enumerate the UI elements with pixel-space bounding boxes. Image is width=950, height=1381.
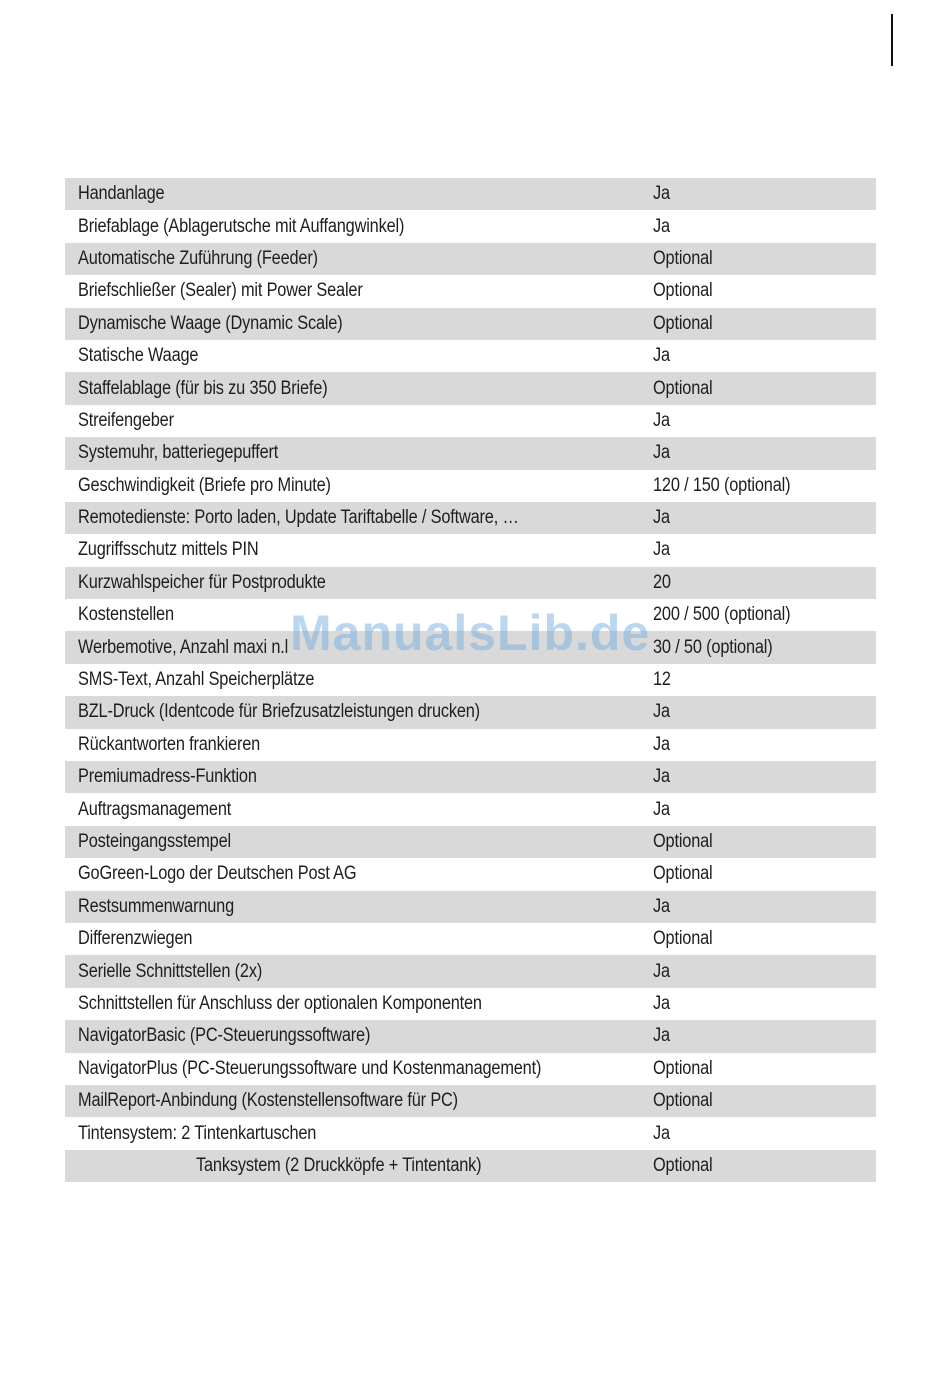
feature-value: Ja bbox=[653, 345, 670, 367]
table-row bbox=[65, 534, 876, 566]
feature-label: Auftragsmanagement bbox=[78, 798, 232, 820]
table-row bbox=[65, 729, 876, 761]
feature-value: 20 bbox=[653, 571, 671, 593]
feature-label: Statische Waage bbox=[78, 345, 199, 367]
feature-label: Werbemotive, Anzahl maxi n.l bbox=[78, 636, 289, 658]
table-row bbox=[65, 761, 876, 793]
feature-value: Ja bbox=[653, 215, 670, 237]
feature-value: Optional bbox=[653, 1090, 713, 1112]
feature-label: Tintensystem: 2 Tintenkartuschen bbox=[78, 1122, 317, 1144]
feature-label: Dynamische Waage (Dynamic Scale) bbox=[78, 312, 343, 334]
feature-label: Tanksystem (2 Druckköpfe + Tintentank) bbox=[196, 1154, 482, 1176]
table-row bbox=[65, 826, 876, 858]
feature-label: MailReport-Anbindung (Kostenstellensoftware für PC) bbox=[78, 1090, 458, 1112]
table-row bbox=[65, 988, 876, 1020]
feature-label: Briefablage (Ablagerutsche mit Auffangwinkel) bbox=[78, 215, 405, 237]
table-row bbox=[65, 210, 876, 242]
feature-value: Ja bbox=[653, 539, 670, 561]
feature-label: Premiumadress-Funktion bbox=[78, 766, 257, 788]
table-row bbox=[65, 891, 876, 923]
feature-table bbox=[65, 178, 876, 1182]
table-row bbox=[65, 372, 876, 404]
feature-value: Ja bbox=[653, 1025, 670, 1047]
feature-value: Ja bbox=[653, 701, 670, 723]
feature-label: Kurzwahlspeicher für Postprodukte bbox=[78, 571, 326, 593]
feature-label: NavigatorBasic (PC-Steuerungssoftware) bbox=[78, 1025, 371, 1047]
feature-label: Systemuhr, batteriegepuffert bbox=[78, 442, 279, 464]
feature-label: Briefschließer (Sealer) mit Power Sealer bbox=[78, 280, 363, 302]
table-row bbox=[65, 502, 876, 534]
feature-label: Streifengeber bbox=[78, 409, 174, 431]
feature-value: Optional bbox=[653, 1154, 713, 1176]
feature-value: Optional bbox=[653, 377, 713, 399]
table-row bbox=[65, 470, 876, 502]
table-row bbox=[65, 858, 876, 890]
feature-label: Rückantworten frankieren bbox=[78, 733, 261, 755]
feature-label: Geschwindigkeit (Briefe pro Minute) bbox=[78, 474, 331, 496]
feature-label: Handanlage bbox=[78, 183, 165, 205]
table-row bbox=[65, 923, 876, 955]
feature-label: Differenzwiegen bbox=[78, 928, 193, 950]
feature-label: Kostenstellen bbox=[78, 604, 174, 626]
feature-value: 200 / 500 (optional) bbox=[653, 604, 791, 626]
feature-label: SMS-Text, Anzahl Speicherplätze bbox=[78, 669, 315, 691]
table-row bbox=[65, 243, 876, 275]
watermark: ManualsLib.de bbox=[290, 605, 651, 661]
feature-value: Ja bbox=[653, 766, 670, 788]
table-row bbox=[65, 405, 876, 437]
feature-label: Serielle Schnittstellen (2x) bbox=[78, 960, 263, 982]
feature-value: Ja bbox=[653, 895, 670, 917]
table-row bbox=[65, 1150, 876, 1182]
table-row bbox=[65, 1085, 876, 1117]
feature-value: 12 bbox=[653, 669, 671, 691]
page-edge-mark bbox=[891, 14, 893, 66]
table-row bbox=[65, 340, 876, 372]
feature-label: Restsummenwarnung bbox=[78, 895, 235, 917]
feature-value: Ja bbox=[653, 992, 670, 1014]
table-row bbox=[65, 1117, 876, 1149]
table-row bbox=[65, 793, 876, 825]
feature-label: Zugriffsschutz mittels PIN bbox=[78, 539, 259, 561]
feature-value: Ja bbox=[653, 183, 670, 205]
feature-label: Automatische Zuführung (Feeder) bbox=[78, 247, 318, 269]
feature-value: Optional bbox=[653, 1057, 713, 1079]
feature-value: Optional bbox=[653, 831, 713, 852]
feature-label: Posteingangsstempel bbox=[78, 831, 231, 852]
table-row bbox=[65, 567, 876, 599]
table-row bbox=[65, 955, 876, 987]
feature-label: NavigatorPlus (PC-Steuerungssoftware und Kostenmanagement) bbox=[78, 1057, 542, 1079]
feature-value: Optional bbox=[653, 247, 713, 269]
table-row bbox=[65, 437, 876, 469]
table-row bbox=[65, 1020, 876, 1052]
table-row bbox=[65, 178, 876, 210]
feature-value: Optional bbox=[653, 280, 713, 302]
feature-label: Staffelablage (für bis zu 350 Briefe) bbox=[78, 377, 328, 399]
feature-label: GoGreen-Logo der Deutschen Post AG bbox=[78, 863, 357, 885]
feature-label: Remotedienste: Porto laden, Update Tariftabelle / Software, … bbox=[78, 507, 519, 529]
table-row bbox=[65, 599, 876, 631]
feature-value: Optional bbox=[653, 863, 713, 885]
feature-label: BZL-Druck (Identcode für Briefzusatzleistungen drucken) bbox=[78, 701, 480, 723]
table-row bbox=[65, 664, 876, 696]
feature-value: Ja bbox=[653, 409, 670, 431]
feature-value: Ja bbox=[653, 1122, 670, 1144]
feature-value: 30 / 50 (optional) bbox=[653, 636, 773, 658]
table-row bbox=[65, 275, 876, 307]
feature-value: 120 / 150 (optional) bbox=[653, 474, 791, 496]
table-row bbox=[65, 631, 876, 663]
feature-label: Schnittstellen für Anschluss der optionalen Komponenten bbox=[78, 992, 482, 1014]
feature-value: Ja bbox=[653, 442, 670, 464]
feature-value: Ja bbox=[653, 733, 670, 755]
feature-value: Ja bbox=[653, 960, 670, 982]
table-row bbox=[65, 308, 876, 340]
table-row bbox=[65, 1053, 876, 1085]
feature-value: Optional bbox=[653, 928, 713, 950]
feature-value: Ja bbox=[653, 507, 670, 529]
table-row bbox=[65, 696, 876, 728]
feature-value: Optional bbox=[653, 312, 713, 334]
feature-value: Ja bbox=[653, 798, 670, 820]
